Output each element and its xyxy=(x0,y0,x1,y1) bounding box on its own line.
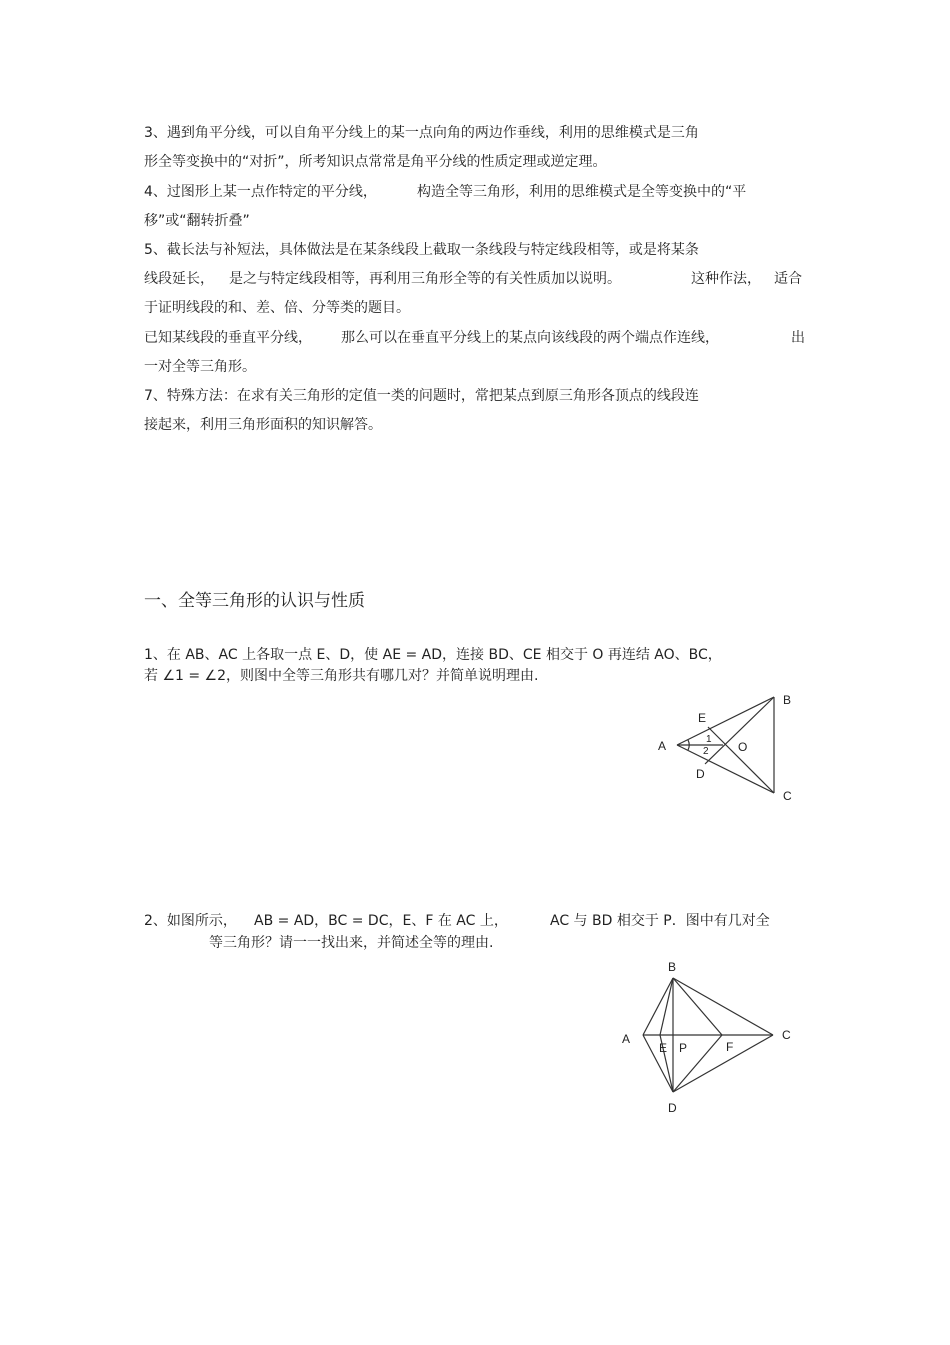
method-5-line-2c: 这种作法， xyxy=(691,271,761,287)
method-4-line-1a: 4、过图形上某一点作特定的平分线， xyxy=(144,184,377,200)
method-6-line-2: 一对全等三角形。 xyxy=(144,359,256,375)
method-6-line-1b: 那么可以在垂直平分线上的某点向该线段的两个端点作连线， xyxy=(341,330,719,346)
label-angle-1: 1 xyxy=(706,734,712,745)
problem-1-figure xyxy=(650,688,810,808)
label-C: C xyxy=(783,789,792,803)
method-5-line-2a: 线段延长， xyxy=(144,271,214,287)
section-title: 一、全等三角形的认识与性质 xyxy=(144,591,365,611)
method-4-line-1b: 构造全等三角形，利用的思维模式是全等变换中的“平 xyxy=(417,184,747,200)
quadrilateral-lines xyxy=(643,978,773,1092)
method-5-line-2d: 适合 xyxy=(774,271,802,287)
method-4-line-2: 移”或“翻转折叠” xyxy=(144,213,250,229)
method-6-line-1a: 已知某线段的垂直平分线， xyxy=(144,330,312,346)
method-7-line-2: 接起来，利用三角形面积的知识解答。 xyxy=(144,417,382,433)
method-5-line-1: 5、截长法与补短法，具体做法是在某条线段上截取一条线段与特定线段相等，或是将某条 xyxy=(144,242,699,258)
method-3-line-2: 形全等变换中的“对折”，所考知识点常常是角平分线的性质定理或逆定理。 xyxy=(144,154,607,170)
problem-2-line-1a: 2、如图所示， xyxy=(144,913,237,929)
label-E: E xyxy=(698,711,707,725)
label-A: A xyxy=(658,739,667,753)
label-B: B xyxy=(783,693,792,707)
method-7-line-1: 7、特殊方法：在求有关三角形的定值一类的问题时，常把某点到原三角形各顶点的线段连 xyxy=(144,388,699,404)
problem-1-line-2: 若 ∠1 = ∠2，则图中全等三角形共有哪几对？并简单说明理由. xyxy=(144,668,539,684)
problem-2-line-1c: AC 与 BD 相交于 P．图中有几对全 xyxy=(550,913,770,929)
method-5-line-3: 于证明线段的和、差、倍、分等类的题目。 xyxy=(144,300,410,316)
label-E: E xyxy=(659,1041,668,1055)
method-6-line-1c: 出 xyxy=(791,330,805,346)
problem-2-figure xyxy=(610,955,800,1120)
method-3-line-1: 3、遇到角平分线，可以自角平分线上的某一点向角的两边作垂线，利用的思维模式是三角 xyxy=(144,125,699,141)
label-D: D xyxy=(696,767,705,781)
triangle-lines xyxy=(677,697,774,793)
label-angle-2: 2 xyxy=(703,746,709,757)
label-C: C xyxy=(782,1028,791,1042)
method-5-line-2b: 是之与特定线段相等，再利用三角形全等的有关性质加以说明。 xyxy=(229,271,621,287)
label-F: F xyxy=(726,1040,734,1054)
label-A: A xyxy=(622,1032,631,1046)
problem-1-line-1: 1、在 AB、AC 上各取一点 E、D，使 AE = AD，连接 BD、CE 相交于 O 再连结 AO、BC， xyxy=(144,647,722,663)
label-D: D xyxy=(668,1101,677,1115)
label-O: O xyxy=(738,740,748,754)
label-P: P xyxy=(679,1041,688,1055)
problem-2-line-2: 等三角形？请一一找出来，并简述全等的理由. xyxy=(209,935,494,951)
label-B: B xyxy=(668,960,677,974)
problem-2-line-1b: AB = AD，BC = DC，E、F 在 AC 上， xyxy=(254,913,508,929)
